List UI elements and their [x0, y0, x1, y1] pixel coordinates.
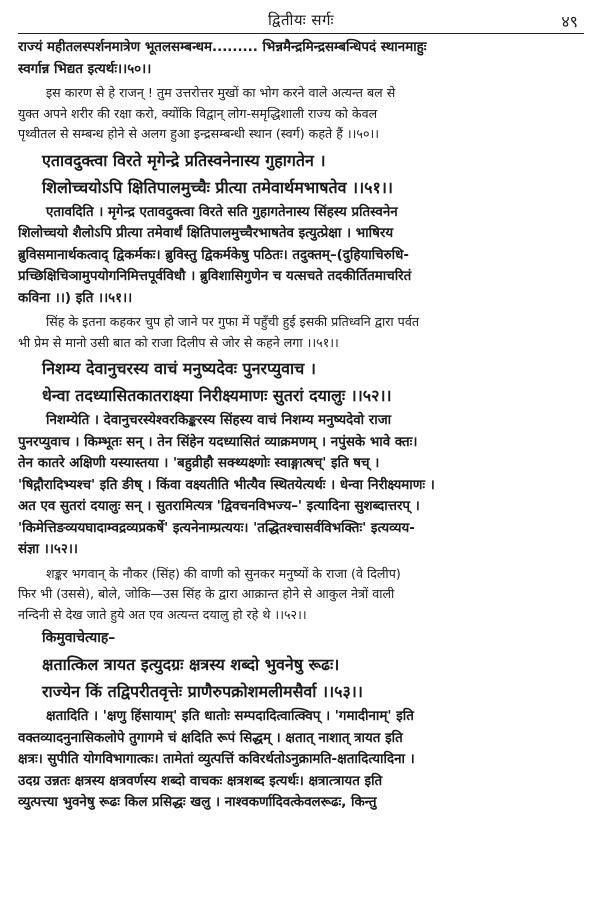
text-line: अत एव सुतरां दयालुः सन् । सुतरामित्यत्र 'द्विवचनविभज्य–' इत्यादिना सुशब्दात्तरप् ।: [18, 499, 420, 514]
text-line: राज्यं महीतलस्पर्शनमात्रेण भूतलसम्बन्धम......... भिन्नमैन्द्रमिन्द्रसम्बन्धिपदं स्थानमाहुः: [18, 40, 427, 55]
text-line: नन्दिनी से देख जाते हुये अत एव अत्यन्त दयालु हो रहे थे ।।५२।।: [18, 606, 307, 622]
text-line: फिर भी (उससे), बोले, जोकि—उस सिंह के द्वारा आक्रान्त होने से आकुल नेत्रों वाली: [18, 586, 395, 601]
text-line: युक्त अपने शरीर की रक्षा करो, क्योंकि विद्वान् लोग-समृद्धिशाली राज्य को केवल: [18, 105, 378, 121]
text-line: निशम्येति । देवानुचरस्येश्वरकिङ्करस्य सिंहस्य वाचं निशम्य मनुष्यदेवो राजा: [46, 413, 392, 428]
top-sanskrit-commentary: [18, 37, 584, 80]
page-number: ४९: [561, 12, 578, 31]
page-header: [18, 6, 584, 34]
text-line: इस कारण से हे राजन् ! तुम उत्तरोत्तर मुखों का भोग करने वाले अत्यन्त बल से: [46, 85, 396, 100]
verse-53-intro: किमुवाचेत्याह–: [42, 630, 116, 646]
verse-line: एतावदुक्त्वा विरते मृगेन्द्रे प्रतिस्वनेनास्य गुहागतेन ।: [42, 150, 326, 170]
text-line: शिलोच्चयो शैलोऽपि प्रीत्या तमेवार्थं क्षितिपालमुच्चैरभाषतेव इत्युत्प्रेक्षा । भाषिरय: [18, 226, 394, 241]
text-line: शङ्कर भगवान् के नौकर (सिंह) की वाणी को सुनकर मनुष्यों के राजा (वे दिलीप): [46, 565, 401, 581]
commentary-53: [18, 706, 584, 814]
verse-53: [18, 651, 584, 705]
text-line: तेन कातरे अक्षिणी यस्यास्तया । 'बहुव्रीहौ सक्थ्यक्ष्णोः स्वाङ्गात्षच्' इति षच् ।: [18, 456, 380, 471]
text-line: भी प्रेम से मानो उसी बात को राजा दिलीप से जोर से कहने लगा ।।५१।।: [18, 334, 339, 350]
text-line: 'किमेत्तिङव्ययघादाम्वद्रव्यप्रकर्षे' इत्यनेनाम्प्रत्ययः। 'तद्धितश्चासर्वविभक्तिः' इत्यव्यय-: [18, 520, 415, 536]
text-line: पुनरप्युवाच । किम्भूतः सन् । तेन सिंहेन यदध्यासितं व्याक्रमणम् । नपुंसके भावे क्तः।: [18, 434, 418, 450]
text-line: संज्ञा ।।५२।।: [18, 542, 78, 557]
text-line: क्षत्रः। सुपीति योगविभागात्कः। तामेतां व्युत्पत्तिं कविरर्थतोऽनुक्रामति-क्षतादित्यादिना ।: [18, 752, 415, 767]
commentary-51: [18, 202, 584, 310]
verse-line: निशम्य देवानुचरस्य वाचं मनुष्यदेवः पुनरप्युवाच ।: [42, 359, 316, 378]
text-line: स्वर्गान्न भिद्यत इत्यर्थः।।५०।।: [18, 61, 152, 77]
text-line: प्रच्छिक्षिचिञामुपयोगनिमित्तपूर्वविधौ । ब्रुविशासिगुणेन च यत्सचते तदकीर्तितमाचरितं: [18, 269, 412, 284]
text-line: उदग्र उन्नतः क्षत्रस्य क्षत्रवर्णस्य शब्दो वाचकः क्षत्रशब्द इत्यर्थः। क्षत्रात्त्रायत इति: [18, 773, 383, 789]
hindi-translation-52: [18, 564, 584, 626]
verse-line: धेन्वा तदध्यासितकातराक्ष्या निरीक्ष्यमाणः सुतरां दयालुः ।।५२।।: [42, 386, 392, 405]
text-line: क्षतादिति । 'क्षणु हिंसायाम्' इति धातोः सम्पदादित्वात्क्विप् । 'गमादीनाम्' इति: [46, 709, 414, 724]
header-divider: [18, 33, 584, 34]
hindi-translation-51: [18, 312, 584, 353]
text-line: 'षिद्गौरादिभ्यश्च' इति ङीष् । किंवा वक्ष्यतीति भीत्यैव स्थितयेत्यर्थः । धेन्वा निरीक्ष्यमाणः ।: [18, 477, 435, 493]
verse-line: राज्येन किं तद्विपरीतवृत्तेः प्राणैरुपक्रोशमलीमसैर्वा ।।५३।।: [42, 682, 363, 701]
verse-line: क्षतात्किल त्रायत इत्युदग्रः क्षत्रस्य शब्दो भुवनेषु रूढः।: [42, 655, 340, 674]
verse-51: [18, 147, 584, 201]
chapter-title: द्वितीयः सर्गः: [267, 11, 335, 29]
commentary-52: [18, 410, 584, 561]
text-line: ब्रुविसमानार्थकत्वाद् द्विकर्मकः। ब्रुविस्तु द्विकर्मकेषु पठितः। तदुक्तम्–(दुहियाचिरुधि-: [18, 247, 409, 263]
text-line: वक्तव्यादनुनासिकलोपे तुगागमे चं क्षदिति रूपं सिद्धम् । क्षतात् नाशात् त्रायत इति: [18, 730, 403, 746]
text-line: सिंह के इतना कहकर चुप हो जाने पर गुफा में पहुँची हुई इसकी प्रतिध्वनि द्वारा पर्वत: [46, 314, 420, 329]
hindi-translation-50: [18, 83, 584, 145]
text-line: व्युत्पत्त्या भुवनेषु रूढः किल प्रसिद्धः खलु । नाश्वकर्णादिवत्केवलरूढः, किन्तु: [18, 795, 377, 810]
text-line: कविना ।।) इति ।।५१।।: [18, 290, 133, 306]
text-line: एतावदिति । मृगेन्द्र एतावदुक्त्वा विरते सति गुहागतेनास्य सिंहस्य प्रतिस्वनेन: [46, 204, 398, 220]
verse-52: [18, 355, 584, 409]
text-line: पृथ्वीतल से सम्बन्ध होने से अलग हुआ इन्द्रसम्बन्धी स्थान (स्वर्ग) कहते हैं ।।५०।।: [18, 126, 380, 141]
verse-line: शिलोच्चयोऽपि क्षितिपालमुच्चैः प्रीत्या तमेवार्थमभाषतेव ।।५१।।: [42, 177, 393, 197]
